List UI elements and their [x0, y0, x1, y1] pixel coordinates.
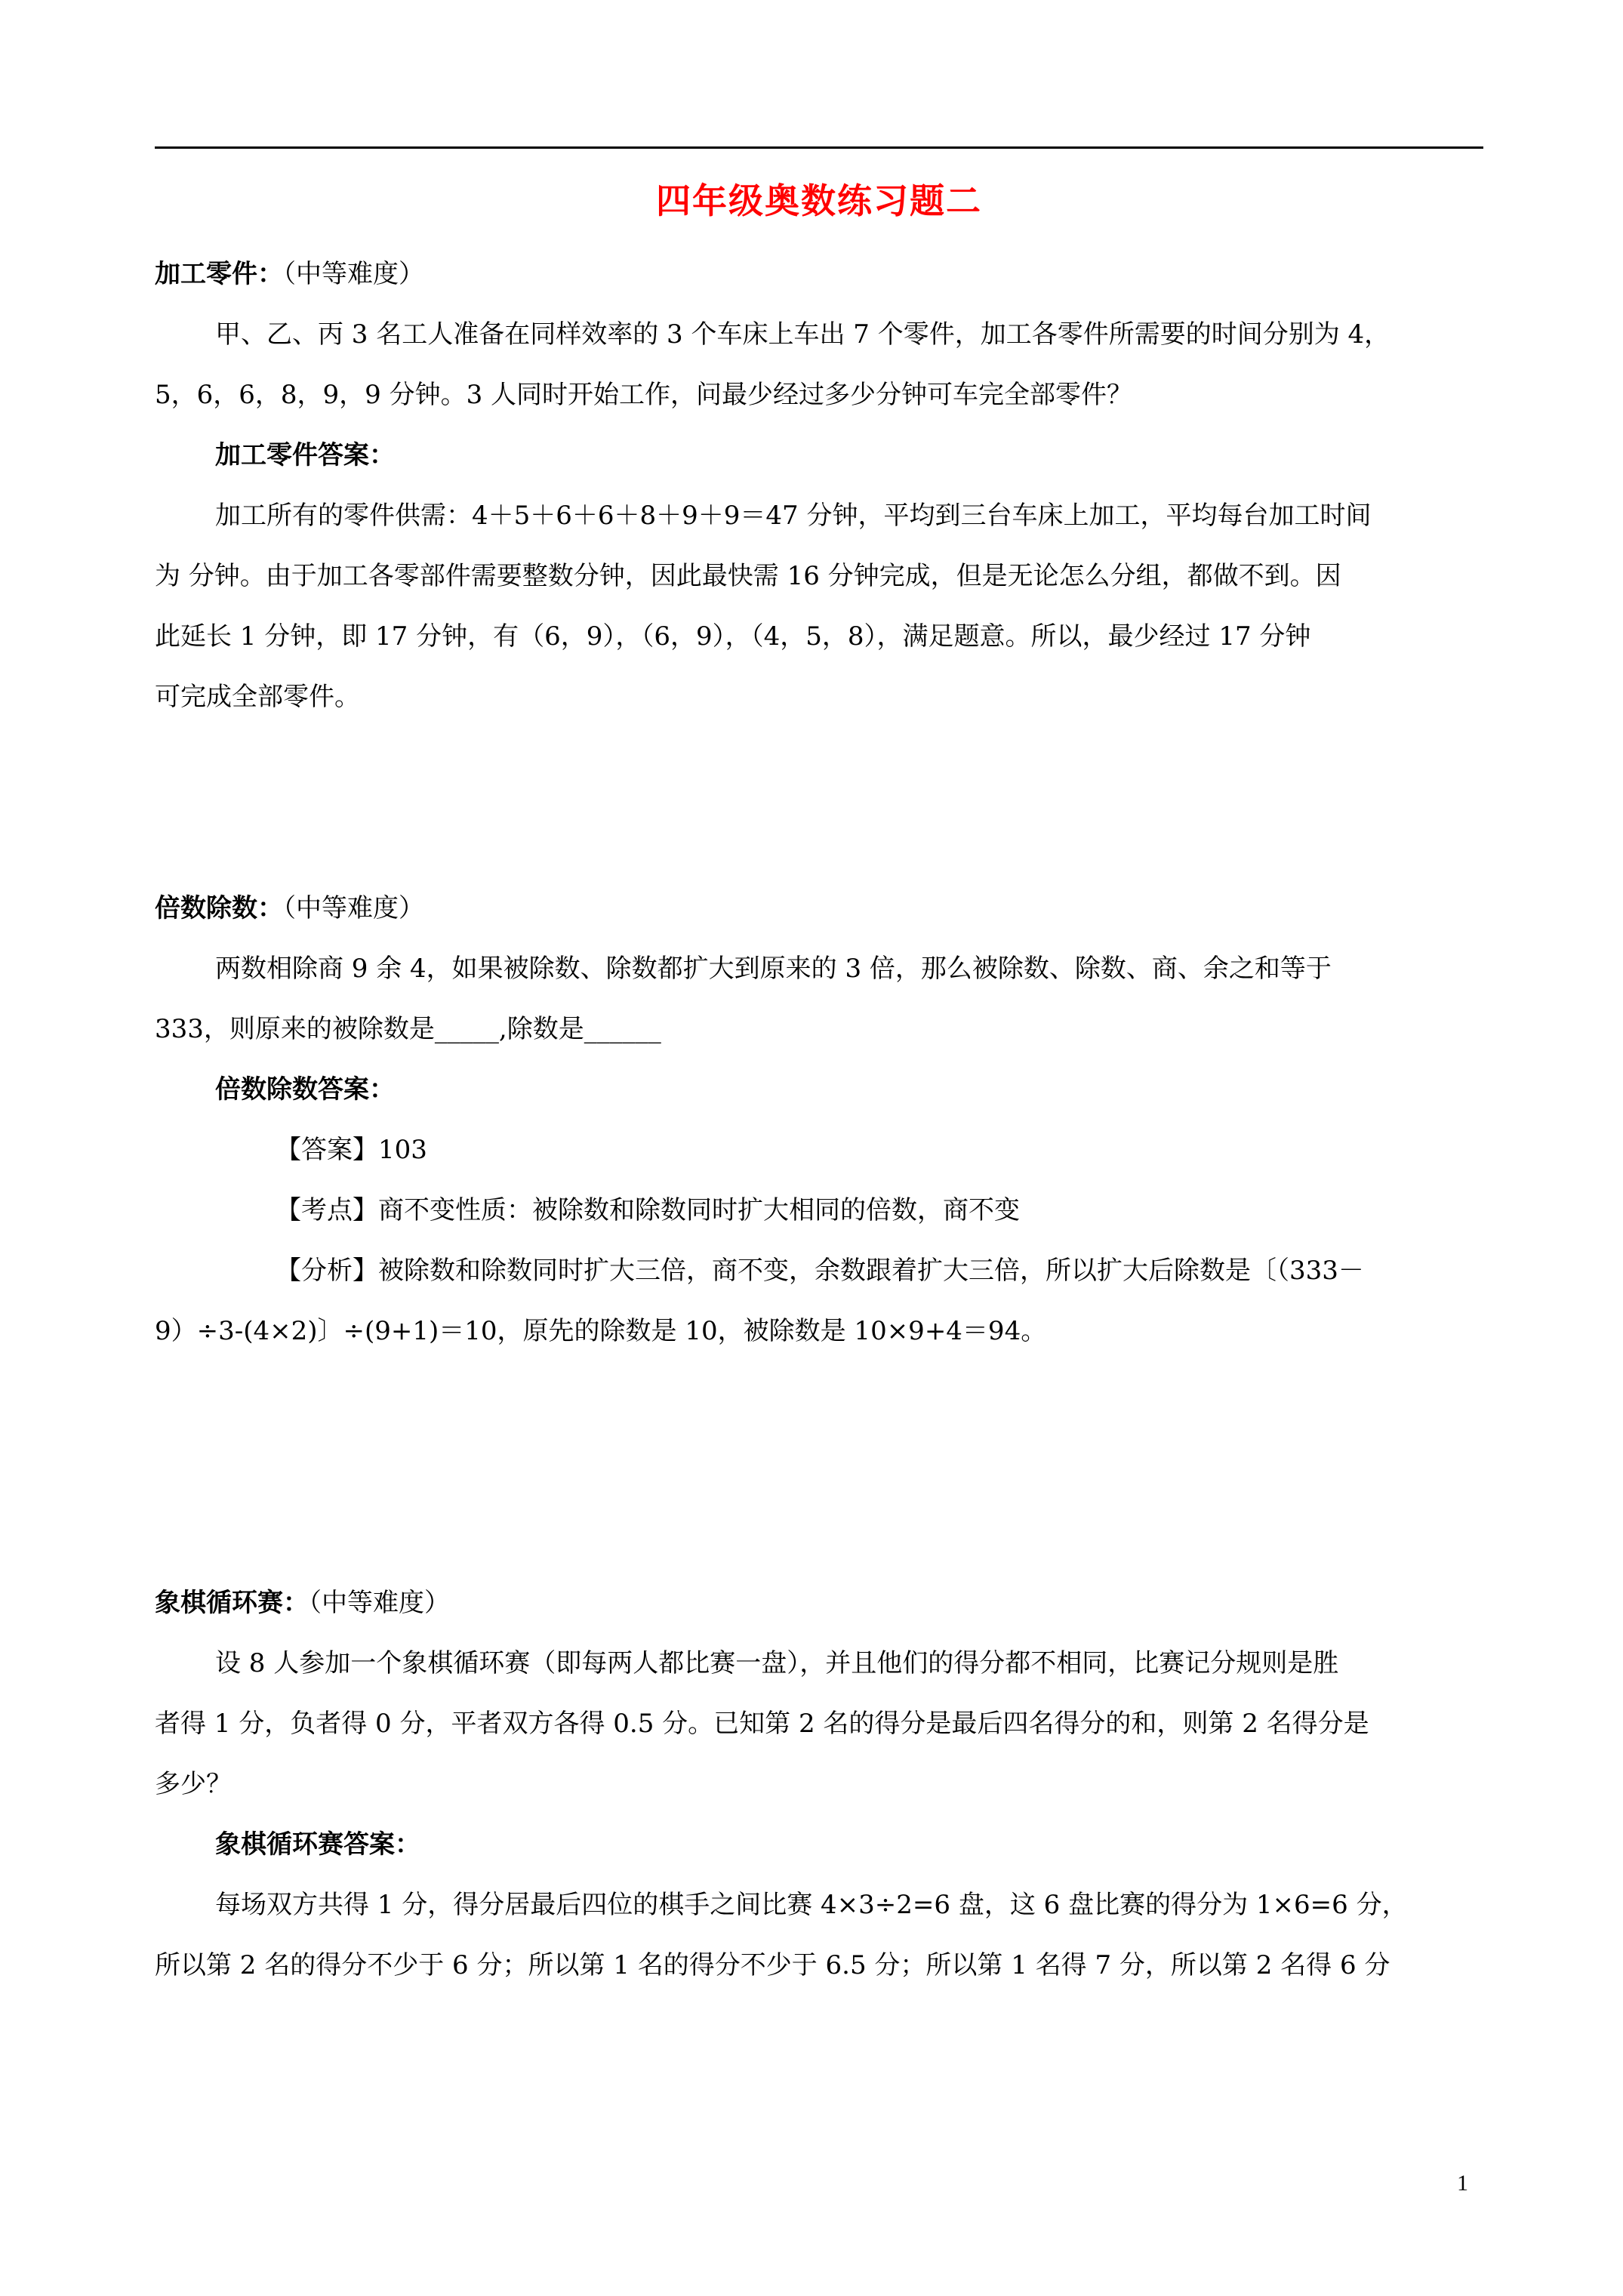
- problem2-heading-label: 倍数除数：: [155, 893, 283, 923]
- header-rule: [155, 146, 1483, 149]
- problem3-difficulty: （中等难度）: [309, 1588, 450, 1618]
- problem2-analysis-line-2: 9）÷3-(4×2)〕÷(9+1)＝10，原先的除数是 10，被除数是 10×9+4＝94。: [155, 1316, 1047, 1346]
- problem1-answer-line-4: 可完成全部零件。: [155, 682, 360, 712]
- problem2-point-line: 【考点】商不变性质：被除数和除数同时扩大相同的倍数，商不变: [276, 1195, 1020, 1225]
- page-number: 1: [1457, 2171, 1468, 2196]
- page-title: 四年级奥数练习题二: [656, 180, 982, 221]
- problem2-answer-line: 【答案】103: [276, 1135, 427, 1165]
- problem1-question-line-1: 甲、乙、丙 3 名工人准备在同样效率的 3 个车床上车出 7 个零件，加工各零件所需要的时间分别为 4，: [215, 319, 1390, 350]
- problem2-difficulty: （中等难度）: [283, 893, 424, 923]
- problem1-answer-heading: 加工零件答案：: [215, 440, 395, 470]
- problem2-analysis-line-1: 【分析】被除数和除数同时扩大三倍，商不变，余数跟着扩大三倍，所以扩大后除数是〔（333－: [276, 1256, 1364, 1286]
- problem2-heading: [155, 893, 1483, 923]
- problem1-question-line-2: 5，6，6，8，9，9 分钟。3 人同时开始工作，问最少经过多少分钟可车完全部零件？: [155, 380, 1133, 410]
- problem2-question-line-1: 两数相除商 9 余 4，如果被除数、除数都扩大到原来的 3 倍，那么被除数、除数、商、余之和等于: [215, 954, 1332, 984]
- problem1-difficulty: （中等难度）: [283, 259, 424, 289]
- problem3-answer-line-2: 所以第 2 名的得分不少于 6 分；所以第 1 名的得分不少于 6.5 分；所以第 1 名得 7 分，所以第 2 名得 6 分: [155, 1950, 1390, 1980]
- problem3-question-line-1: 设 8 人参加一个象棋循环赛（即每两人都比赛一盘），并且他们的得分都不相同，比赛记分规则是胜: [215, 1648, 1339, 1678]
- problem3-question-line-2: 者得 1 分，负者得 0 分，平者双方各得 0.5 分。已知第 2 名的得分是最后四名得分的和，则第 2 名得分是: [155, 1709, 1369, 1739]
- problem3-heading-label: 象棋循环赛：: [155, 1588, 309, 1618]
- problem1-answer-line-1: 加工所有的零件供需：4＋5＋6＋6＋8＋9＋9＝47 分钟，平均到三台车床上加工，平均每台加工时间: [215, 501, 1372, 531]
- problem1-answer-line-3: 此延长 1 分钟，即 17 分钟，有（6，9），（6，9），（4，5，8），满足题意。所以，最少经过 17 分钟: [155, 621, 1311, 652]
- problem1-heading: [155, 259, 1483, 289]
- problem2-question-line-2: 333，则原来的被除数是_____,除数是______: [155, 1014, 661, 1044]
- problem3-answer-heading: 象棋循环赛答案：: [215, 1829, 420, 1860]
- problem3-answer-line-1: 每场双方共得 1 分，得分居最后四位的棋手之间比赛 4×3÷2=6 盘，这 6 盘比赛的得分为 1×6=6 分，: [215, 1890, 1408, 1920]
- problem3-heading: [155, 1588, 1483, 1618]
- problem1-heading-label: 加工零件：: [155, 259, 283, 289]
- problem3-question-line-3: 多少？: [155, 1769, 232, 1799]
- problem1-answer-line-2: 为 分钟。由于加工各零部件需要整数分钟，因此最快需 16 分钟完成，但是无论怎么分组，都做不到。因: [155, 561, 1341, 591]
- problem2-answer-heading: 倍数除数答案：: [215, 1074, 395, 1105]
